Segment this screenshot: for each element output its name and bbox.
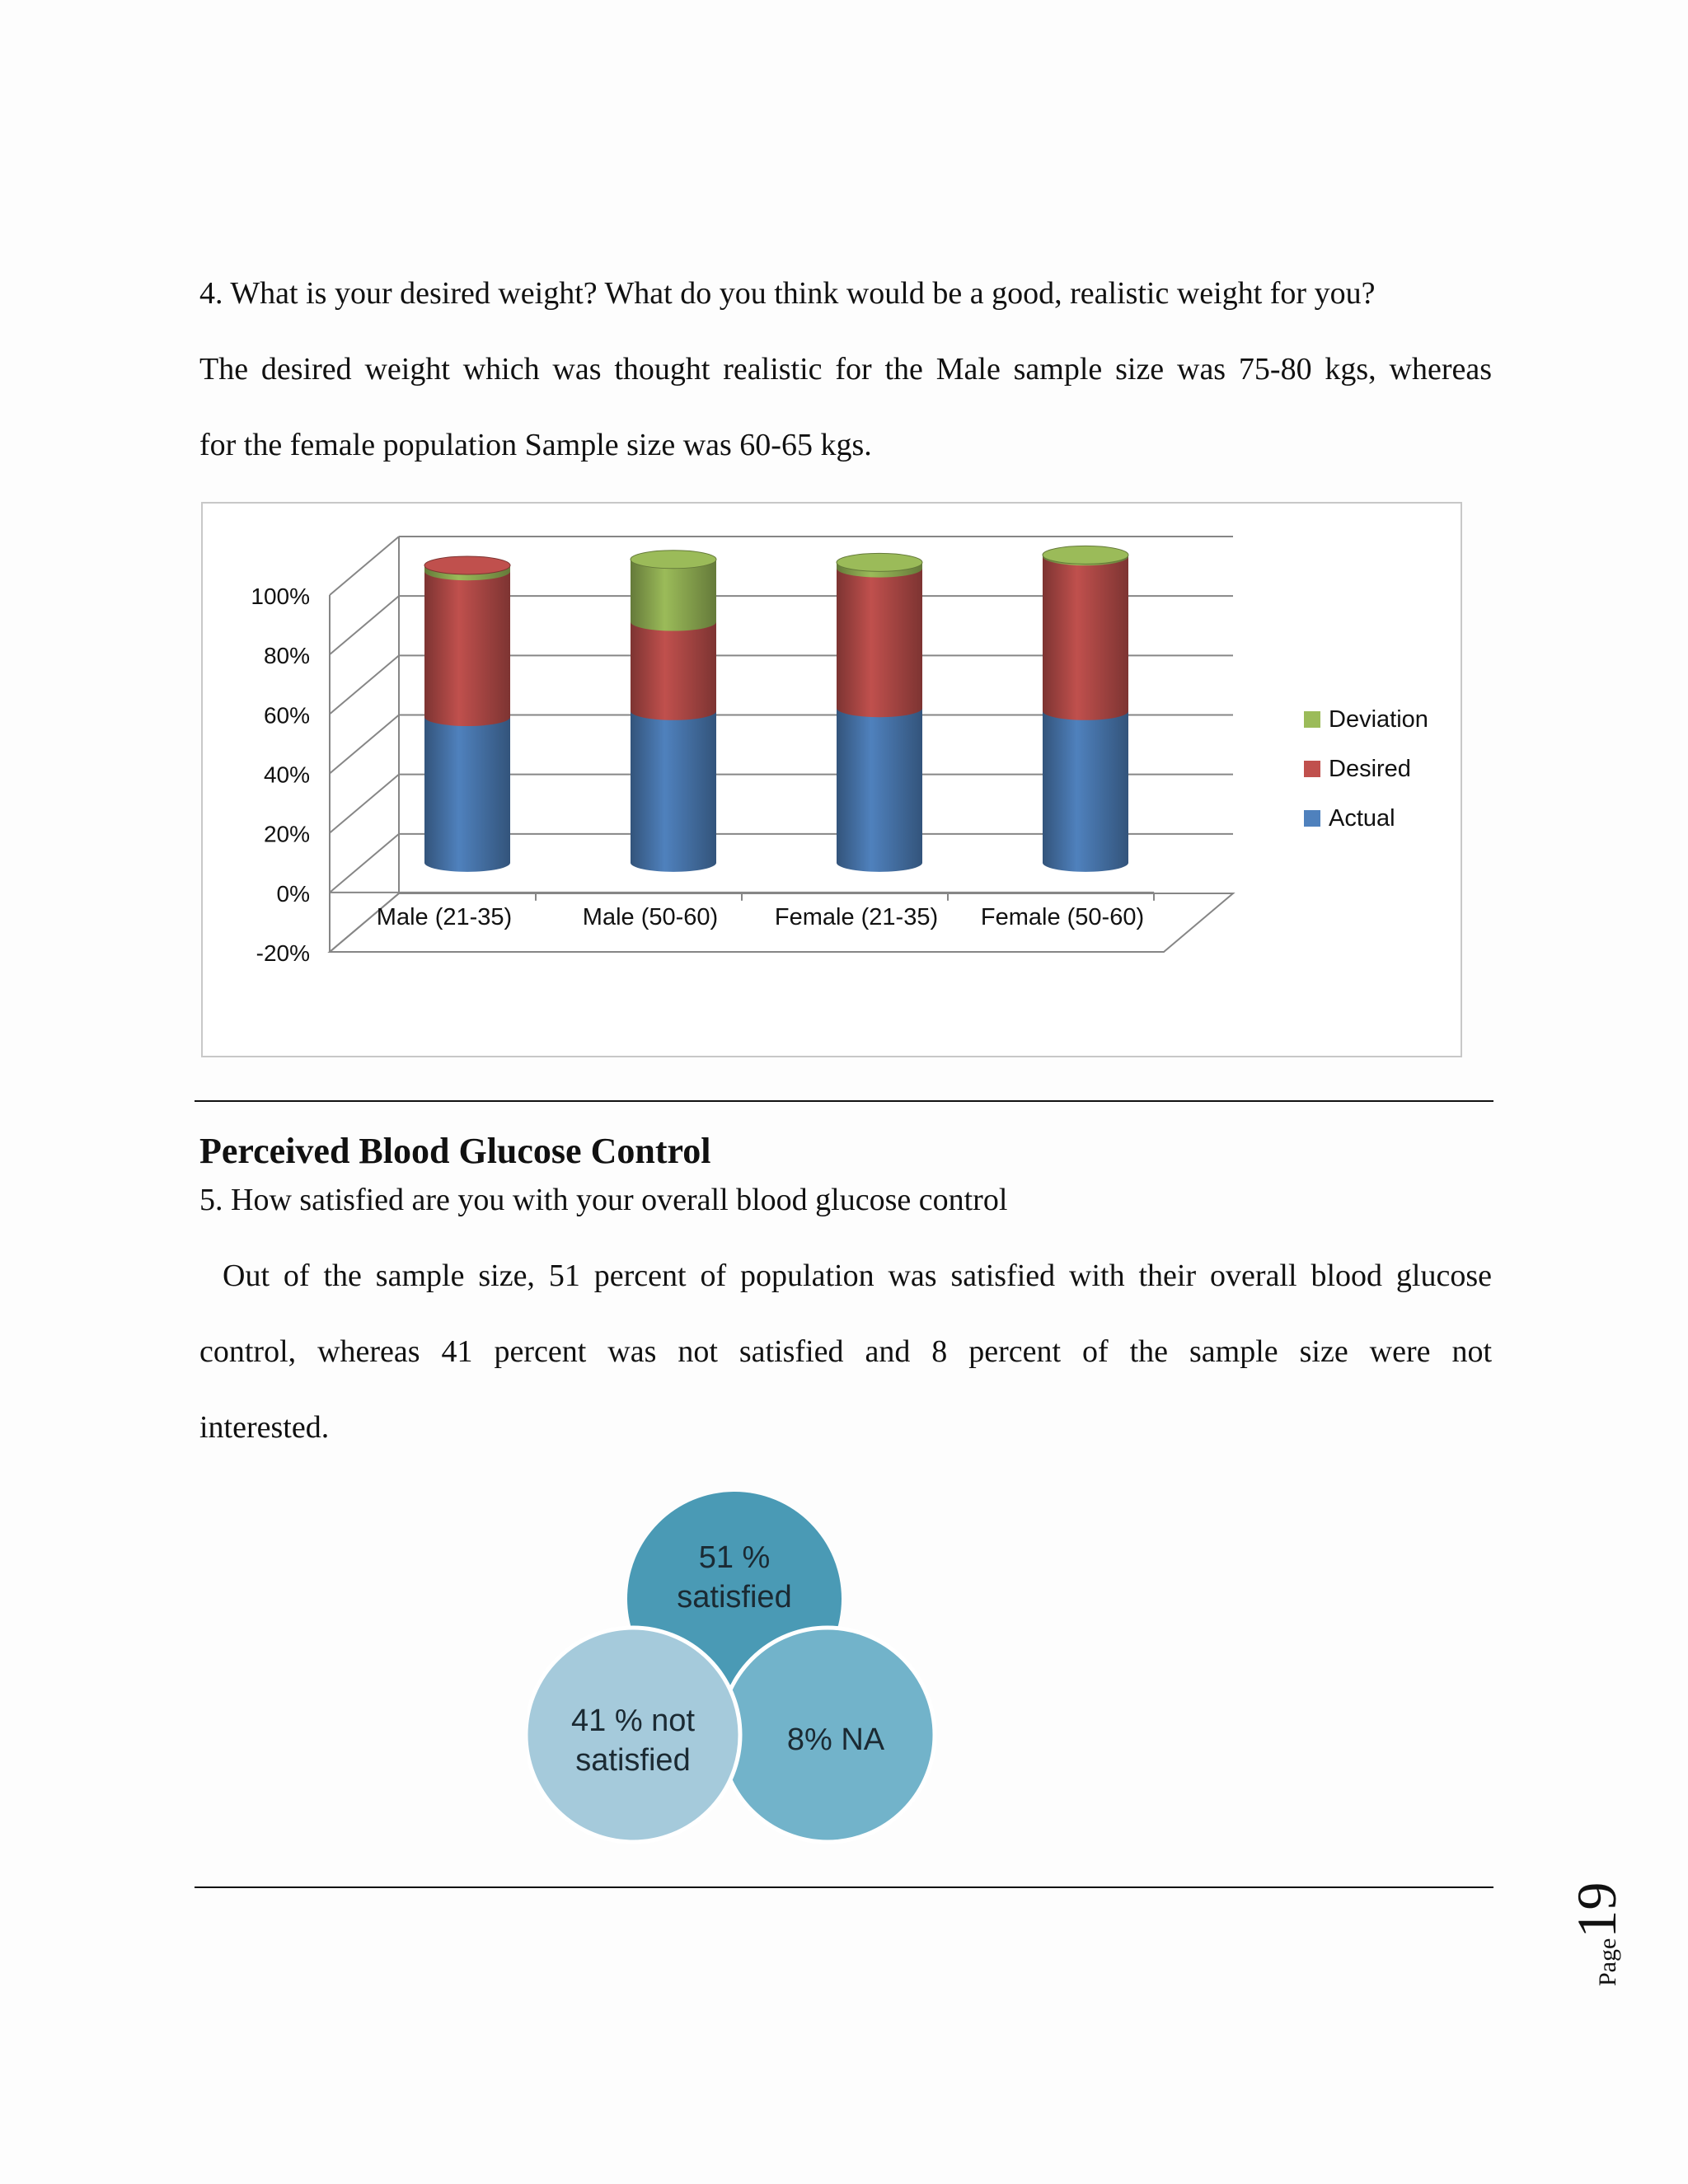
grid-line-side — [330, 655, 399, 714]
legend-swatch-actual — [1304, 810, 1320, 827]
grid-line-side — [330, 775, 399, 833]
x-tick-label: Male (21-35) — [376, 903, 513, 930]
grid-line-side — [330, 596, 399, 654]
page-number-label — [1564, 1846, 1628, 1986]
legend-label-deviation: Deviation — [1329, 706, 1428, 733]
bar-segment-deviation — [631, 560, 716, 631]
legend-label-desired: Desired — [1329, 756, 1411, 782]
bar-segment-desired — [631, 622, 716, 720]
venn-label-satisfied-line-2: satisfied — [677, 1580, 792, 1615]
bar-top-cap — [631, 551, 716, 569]
weight-chart-svg — [203, 504, 1461, 1056]
grid-line-side — [330, 715, 399, 774]
x-tick-label: Female (50-60) — [980, 903, 1145, 930]
answer-5-line-2: control, whereas 41 percent was not satisfied and 8 percent of the sample size were not — [199, 1334, 1492, 1369]
chart-bars — [424, 546, 1128, 871]
divider-bottom — [195, 1886, 1493, 1888]
legend-label-actual: Actual — [1329, 805, 1395, 832]
x-tick-label: Female (21-35) — [774, 903, 939, 930]
venn-label-not-applicable: 8% NA — [786, 1722, 885, 1757]
y-tick-label: 0% — [276, 880, 310, 907]
venn-label-not-satisfied-line-2: satisfied — [575, 1743, 691, 1778]
legend-swatch-deviation — [1304, 711, 1320, 728]
x-tick-label: Male (50-60) — [582, 903, 719, 930]
page-word: Page — [1594, 1938, 1621, 1986]
answer-4-line-2: for the female population Sample size was 60-65 kgs. — [199, 428, 872, 462]
chart-legend — [1304, 706, 1428, 832]
bar-segment-actual — [837, 708, 922, 872]
bar-segment-actual — [631, 711, 716, 872]
satisfaction-venn-diagram — [528, 1475, 940, 1854]
grid-line-side — [330, 834, 399, 893]
bar-top-cap — [837, 553, 922, 571]
y-tick-label: 60% — [263, 702, 310, 729]
legend-swatch-desired — [1304, 761, 1320, 777]
question-4: 4. What is your desired weight? What do you think would be a good, realistic weight for you? — [199, 276, 1376, 311]
bar-top-cap — [1043, 546, 1128, 564]
y-tick-label: 40% — [263, 762, 310, 788]
bar-segment-desired — [424, 565, 510, 726]
page-number: 19 — [1565, 1882, 1628, 1938]
weight-chart — [201, 502, 1462, 1057]
question-5: 5. How satisfied are you with your overall blood glucose control — [199, 1183, 1008, 1217]
venn-label-satisfied-line-1: 51 % — [698, 1540, 771, 1575]
bar-segment-actual — [1043, 711, 1128, 872]
venn-label-not-satisfied-line-1: 41 % not — [571, 1704, 695, 1738]
bar-segment-actual — [424, 717, 510, 872]
y-tick-label: 20% — [263, 821, 310, 847]
divider-top — [195, 1100, 1493, 1102]
y-tick-label: -20% — [256, 940, 310, 966]
y-tick-label: 100% — [251, 583, 310, 609]
bar-segment-desired — [1043, 556, 1128, 720]
grid-line-side — [330, 537, 399, 595]
answer-4-line-1: The desired weight which was thought realistic for the Male sample size was 75-80 kgs, whereas — [199, 352, 1492, 387]
answer-5-line-3: interested. — [199, 1410, 330, 1445]
answer-5-line-1: Out of the sample size, 51 percent of population was satisfied with their overall blood glucose — [223, 1258, 1492, 1293]
bar-top-cap — [424, 556, 510, 574]
y-tick-label: 80% — [263, 643, 310, 669]
section-heading: Perceived Blood Glucose Control — [199, 1131, 711, 1171]
bar-segment-desired — [837, 569, 922, 718]
